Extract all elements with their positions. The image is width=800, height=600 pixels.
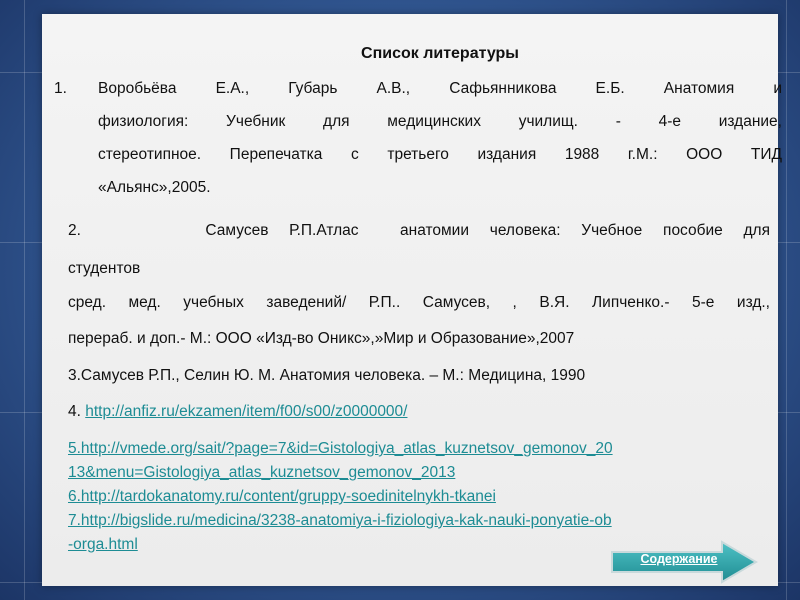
background-grid-line: [24, 0, 25, 600]
reference-item-5-continued: [68, 464, 455, 482]
contents-nav-button[interactable]: [610, 540, 758, 584]
reference-item-4: [68, 403, 407, 421]
reference-number: 1.: [54, 80, 67, 97]
reference-item-2-line: перераб. и доп.- М.: ООО «Изд-во Оникс»,»Мир и Образование»,2007: [68, 330, 575, 347]
reference-link[interactable]: 13&menu=Gistologiya_atlas_kuznetsov_gemonov_2013: [68, 464, 456, 481]
reference-line: Воробьёва Е.А., Губарь А.В., Сафьянникова Е.Б. Анатомия и: [98, 80, 782, 97]
reference-item-7: [68, 512, 612, 530]
reference-link[interactable]: 5.http://vmede.org/sait/?page=7&id=Gistologiya_atlas_kuznetsov_gemonov_20: [68, 440, 613, 457]
reference-item-2-line: студентов: [68, 260, 141, 277]
reference-line: «Альянс»,2005.: [98, 179, 211, 196]
reference-item-3: 3.Самусев Р.П., Селин Ю. М. Анатомия человека. – М.: Медицина, 1990: [68, 367, 586, 384]
slide-title: Список литературы: [361, 45, 519, 62]
slide: [42, 14, 782, 586]
reference-item-2-line: сред. мед. учебных заведений/ Р.П.. Самусев, , В.Я. Липченко.- 5-е изд.,: [68, 294, 770, 311]
reference-number: 4.: [68, 403, 86, 420]
reference-line: стереотипное. Перепечатка с третьего издания 1988 г.М.: ООО ТИД: [98, 146, 782, 163]
reference-item-2-line: 2. Самусев Р.П.Атлас анатомии человека: Учебное пособие для: [68, 222, 770, 239]
reference-item-7-continued: [68, 536, 138, 554]
contents-button-label: Содержание: [640, 552, 718, 566]
reference-line: физиология: Учебник для медицинских училищ. - 4-е издание,: [98, 113, 782, 130]
reference-link[interactable]: -orga.html: [68, 536, 138, 553]
reference-link[interactable]: 7.http://bigslide.ru/medicina/3238-anatomiya-i-fiziologiya-kak-nauki-ponyatie-ob: [68, 512, 612, 529]
reference-item-5: [68, 440, 613, 458]
reference-link[interactable]: http://anfiz.ru/ekzamen/item/f00/s00/z0000000/: [85, 403, 408, 420]
reference-link[interactable]: 6.http://tardokanatomy.ru/content/gruppy-soedinitelnykh-tkanei: [68, 488, 496, 505]
reference-item-6: [68, 488, 496, 506]
background-grid-line: [786, 0, 787, 600]
